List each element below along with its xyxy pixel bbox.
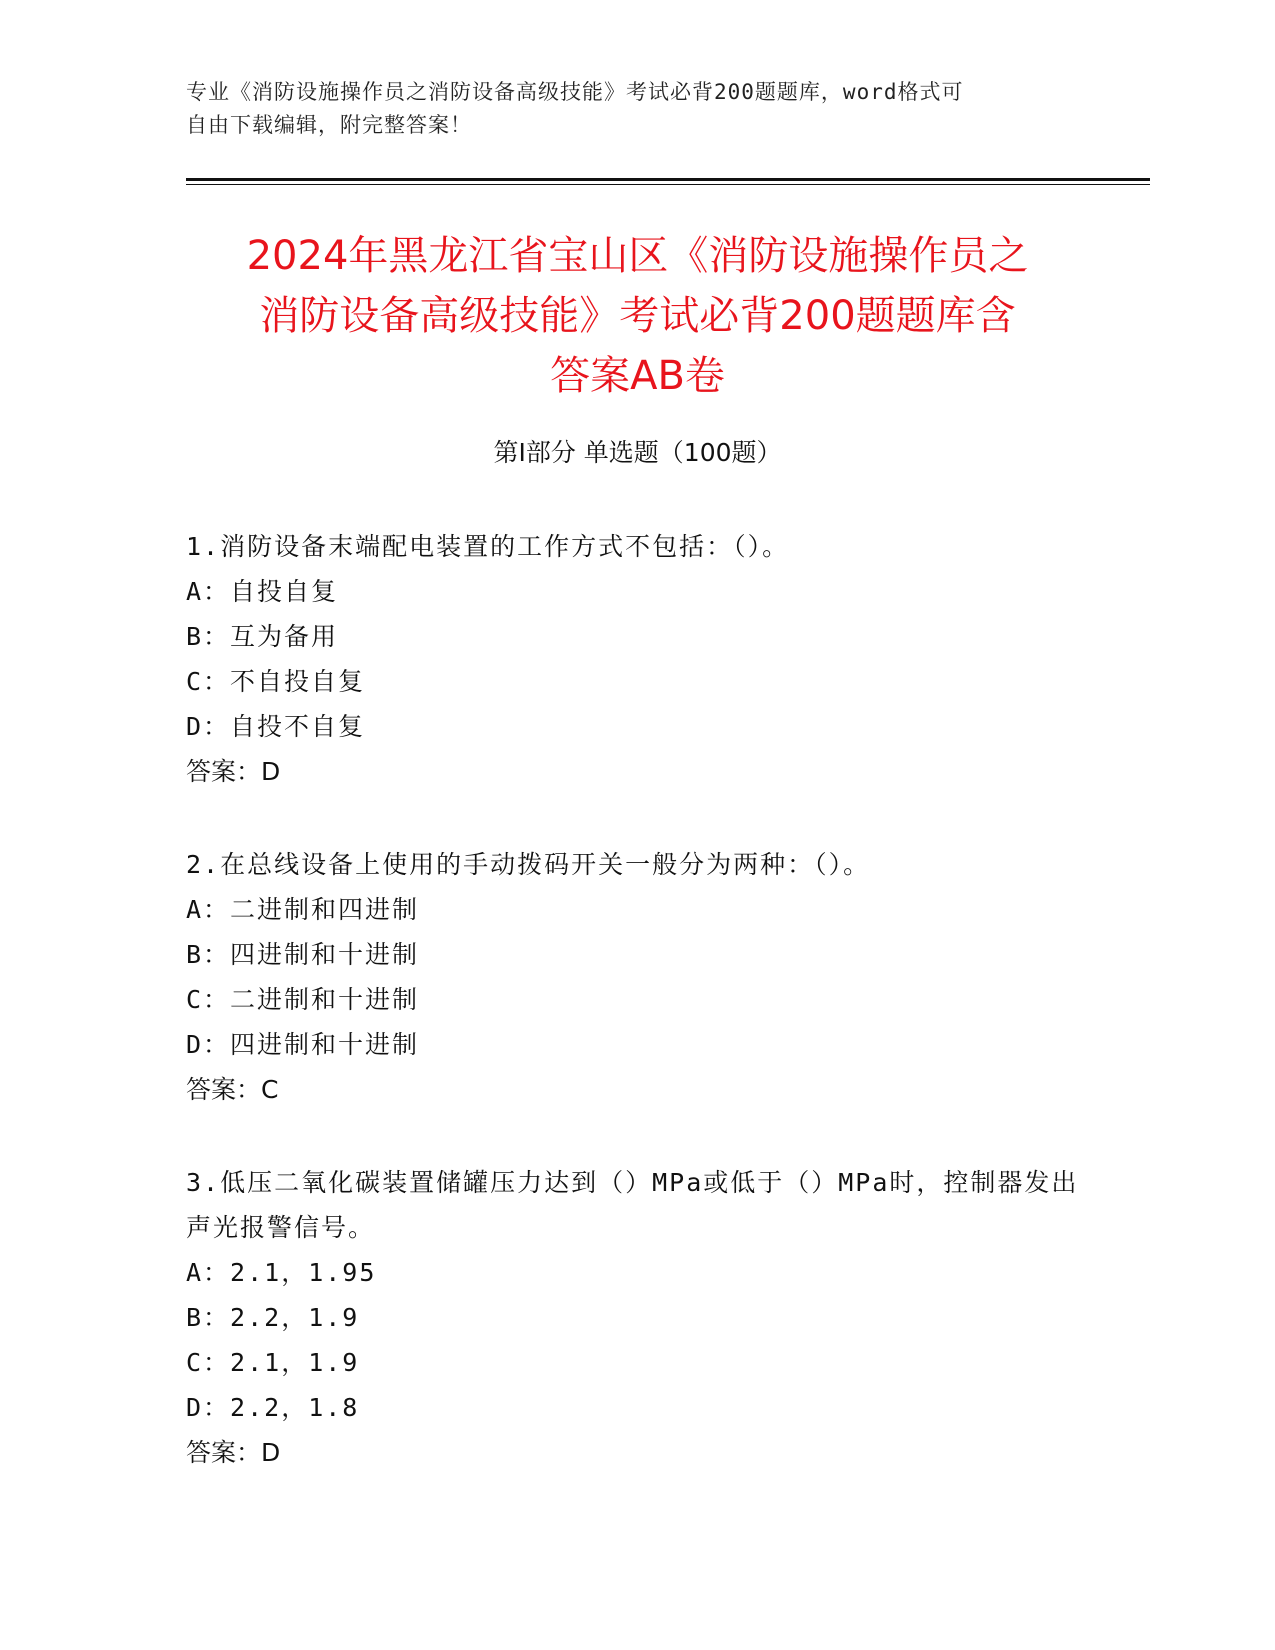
question-stem: 1.消防设备末端配电装置的工作方式不包括：（）。 (186, 532, 790, 561)
option-a: A：自投自复 (186, 577, 339, 606)
question-2 (186, 842, 1086, 1112)
question-stem: 2.在总线设备上使用的手动拨码开关一般分为两种：（）。 (186, 850, 871, 879)
option-d: D：四进制和十进制 (186, 1030, 420, 1059)
question-1 (186, 524, 1086, 794)
header-note-line-1: 专业《消防设施操作员之消防设备高级技能》考试必背200题题库，word格式可 (186, 80, 964, 104)
document-title-line-2: 消防设备高级技能》考试必背200题题库含 (259, 293, 1016, 339)
option-b: B：四进制和十进制 (186, 940, 420, 969)
option-b: B：互为备用 (186, 622, 339, 651)
option-c: C：2.1，1.9 (186, 1348, 360, 1377)
section-heading: 第Ⅰ部分 单选题（100题） (493, 438, 782, 467)
option-b: B：2.2，1.9 (186, 1303, 360, 1332)
answer: 答案：D (186, 1438, 281, 1467)
option-c: C：不自投自复 (186, 667, 366, 696)
option-a: A：2.1，1.95 (186, 1258, 377, 1287)
header-rule-thin (186, 184, 1150, 185)
option-d: D：2.2，1.8 (186, 1393, 360, 1422)
document-title-line-3: 答案AB卷 (550, 353, 725, 399)
answer: 答案：D (186, 757, 281, 786)
option-d: D：自投不自复 (186, 712, 366, 741)
header-note-line-2: 自由下载编辑，附完整答案！ (186, 113, 472, 137)
option-c: C：二进制和十进制 (186, 985, 420, 1014)
answer: 答案：C (186, 1075, 279, 1104)
document-title-line-1: 2024年黑龙江省宝山区《消防设施操作员之 (246, 233, 1029, 279)
document-title (160, 226, 1115, 406)
header-note (186, 76, 1086, 142)
option-a: A：二进制和四进制 (186, 895, 420, 924)
question-stem: 3.低压二氧化碳装置储罐压力达到（）MPa或低于（）MPa时，控制器发出声光报警信号。 (186, 1168, 1079, 1242)
question-3 (186, 1160, 1086, 1475)
header-rule-thick (186, 178, 1150, 181)
